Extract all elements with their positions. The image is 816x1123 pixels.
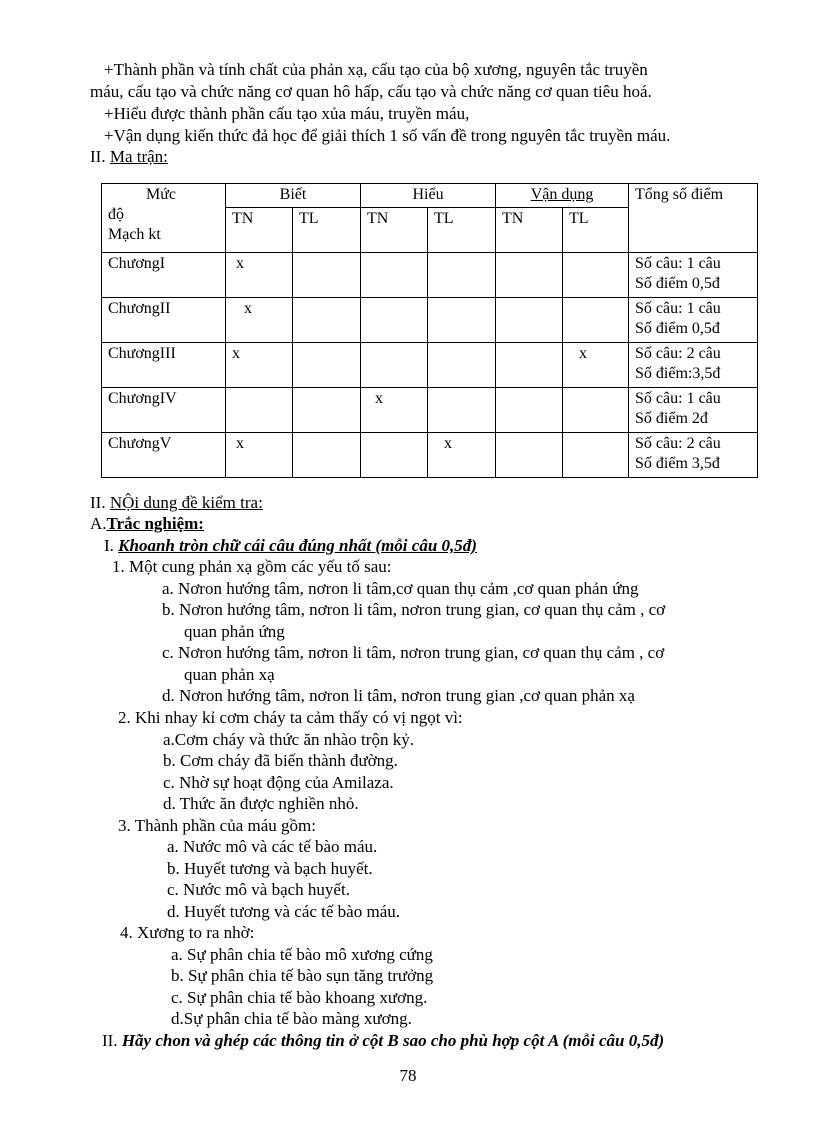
part-1-heading — [104, 536, 477, 556]
q4-option-a: a. Sự phân chia tế bào mô xương cứng — [171, 945, 433, 964]
corner-mid: độ — [108, 206, 124, 223]
content-heading — [90, 493, 263, 513]
row-mark — [496, 343, 563, 388]
row-name: ChươngI — [102, 253, 226, 298]
row-mark: x — [361, 388, 428, 433]
header-vandung: Vận dụng — [496, 184, 629, 208]
page-number: 78 — [399, 1066, 417, 1085]
matrix-heading-text: Ma trận: — [109, 147, 168, 166]
q1-option-c-cont: quan phản xạ — [184, 665, 275, 684]
row-mark — [563, 433, 629, 478]
part-2-num: II. — [102, 1031, 118, 1050]
row-mark — [293, 253, 361, 298]
matrix-heading-num: II. — [90, 147, 106, 166]
row-mark — [496, 298, 563, 343]
row-total-score: Số điểm 2đ — [635, 410, 708, 427]
section-a-num: A. — [90, 514, 107, 533]
header-tn-hieu: TN — [361, 208, 428, 253]
row-mark: x — [428, 433, 496, 478]
row-total — [629, 343, 758, 388]
part-1-text: Khoanh tròn chữ cái câu đúng nhất (mỗi câu 0,5đ) — [118, 536, 477, 555]
row-mark — [293, 343, 361, 388]
row-name: ChươngIII — [102, 343, 226, 388]
row-mark — [496, 253, 563, 298]
part-1-num: I. — [104, 536, 114, 555]
row-mark — [428, 298, 496, 343]
row-total — [629, 433, 758, 478]
q1-option-c: c. Nơron hướng tâm, nơron li tâm, nơron trung gian, cơ quan thụ cảm , cơ — [162, 643, 665, 662]
header-tl-hieu: TL — [428, 208, 496, 253]
row-name: ChươngII — [102, 298, 226, 343]
row-total-score: Số điểm:3,5đ — [635, 365, 721, 382]
header-biet: Biết — [226, 184, 361, 208]
row-mark — [293, 388, 361, 433]
row-mark — [563, 388, 629, 433]
q1-stem: 1. Một cung phản xạ gồm các yếu tố sau: — [112, 557, 392, 576]
q3-stem: 3. Thành phần của máu gồm: — [118, 816, 316, 835]
q1-option-b: b. Nơron hướng tâm, nơron li tâm, nơron trung gian, cơ quan thụ cảm , cơ — [162, 600, 666, 619]
header-hieu: Hiểu — [361, 184, 496, 208]
row-mark — [293, 433, 361, 478]
q2-option-d: d. Thức ăn được nghiền nhỏ. — [163, 794, 359, 813]
row-mark: x — [563, 343, 629, 388]
corner-bot: Mạch kt — [108, 226, 161, 243]
row-mark — [361, 433, 428, 478]
intro-line-3: +Hiểu được thành phần cấu tạo xủa máu, truyền máu, — [104, 104, 470, 123]
row-total-count: Số câu: 1 câu — [635, 255, 721, 272]
row-mark: x — [226, 343, 293, 388]
intro-line-2: máu, cấu tạo và chức năng cơ quan hô hấp, cấu tạo và chức năng cơ quan tiêu hoá. — [90, 82, 652, 101]
row-mark — [361, 343, 428, 388]
row-mark — [496, 433, 563, 478]
row-mark — [428, 253, 496, 298]
row-mark — [563, 298, 629, 343]
header-tn-biet: TN — [226, 208, 293, 253]
row-total-score: Số điểm 0,5đ — [635, 320, 720, 337]
row-mark — [226, 388, 293, 433]
row-name: ChươngV — [102, 433, 226, 478]
matrix-table — [101, 183, 758, 478]
row-mark: x — [226, 433, 293, 478]
q4-stem: 4. Xương to ra nhờ: — [120, 923, 255, 942]
row-mark: x — [226, 253, 293, 298]
header-tl-biet: TL — [293, 208, 361, 253]
row-mark — [428, 388, 496, 433]
q2-option-c: c. Nhờ sự hoạt động của Amilaza. — [163, 773, 394, 792]
header-tong: Tổng số điểm — [629, 184, 758, 253]
row-total — [629, 388, 758, 433]
row-total-count: Số câu: 1 câu — [635, 300, 721, 317]
row-total-score: Số điểm 0,5đ — [635, 275, 720, 292]
row-mark — [293, 298, 361, 343]
row-mark: x — [226, 298, 293, 343]
q4-option-b: b. Sự phân chia tế bào sụn tăng trưởng — [171, 966, 434, 985]
header-tn-vandung: TN — [496, 208, 563, 253]
row-total-count: Số câu: 2 câu — [635, 345, 721, 362]
row-total — [629, 298, 758, 343]
q3-option-c: c. Nước mô và bạch huyết. — [167, 880, 350, 899]
q2-option-b: b. Cơm cháy đã biến thành đường. — [163, 751, 398, 770]
row-total-count: Số câu: 1 câu — [635, 390, 721, 407]
q3-option-b: b. Huyết tương và bạch huyết. — [167, 859, 373, 878]
q1-option-a: a. Nơron hướng tâm, nơron li tâm,cơ quan thụ cảm ,cơ quan phản ứng — [162, 579, 639, 598]
row-total-count: Số câu: 2 câu — [635, 435, 721, 452]
part-2-text: Hãy chon và ghép các thông tin ở cột B sao cho phù hợp cột A (mỗi câu 0,5đ) — [121, 1031, 665, 1050]
q3-option-a: a. Nước mô và các tế bào máu. — [167, 837, 378, 856]
content-heading-num: II. — [90, 493, 106, 512]
content-heading-text: NỘi dung đề kiểm tra: — [109, 493, 263, 512]
matrix-heading — [90, 147, 168, 167]
q2-option-a: a.Cơm cháy và thức ăn nhào trộn kỷ. — [163, 730, 414, 749]
q4-option-c: c. Sự phân chia tế bào khoang xương. — [171, 988, 428, 1007]
row-name: ChươngIV — [102, 388, 226, 433]
part-2-heading — [102, 1031, 664, 1051]
row-total-score: Số điểm 3,5đ — [635, 455, 720, 472]
header-tl-vandung: TL — [563, 208, 629, 253]
row-mark — [361, 298, 428, 343]
row-mark — [496, 388, 563, 433]
q2-stem: 2. Khi nhay kỉ cơm cháy ta cảm thấy có vị ngọt vì: — [118, 708, 463, 727]
section-a — [90, 514, 204, 534]
section-a-text: Trắc nghiệm: — [106, 514, 204, 533]
corner-header — [102, 184, 226, 253]
intro-line-4: +Vận dụng kiến thức đả học để giải thích 1 số vấn đề trong nguyên tắc truyền máu. — [104, 126, 671, 145]
row-mark — [563, 253, 629, 298]
row-total — [629, 253, 758, 298]
q4-option-d: d.Sự phân chia tế bào màng xương. — [171, 1009, 412, 1028]
q1-option-d: d. Nơron hướng tâm, nơron li tâm, nơron trung gian ,cơ quan phản xạ — [162, 686, 635, 705]
corner-top: Mức — [146, 186, 176, 203]
intro-line-1: +Thành phần và tính chất của phản xạ, cấu tạo của bộ xương, nguyên tắc truyền — [104, 60, 648, 79]
row-mark — [361, 253, 428, 298]
row-mark — [428, 343, 496, 388]
q1-option-b-cont: quan phản ứng — [184, 622, 285, 641]
q3-option-d: d. Huyết tương và các tế bào máu. — [167, 902, 400, 921]
